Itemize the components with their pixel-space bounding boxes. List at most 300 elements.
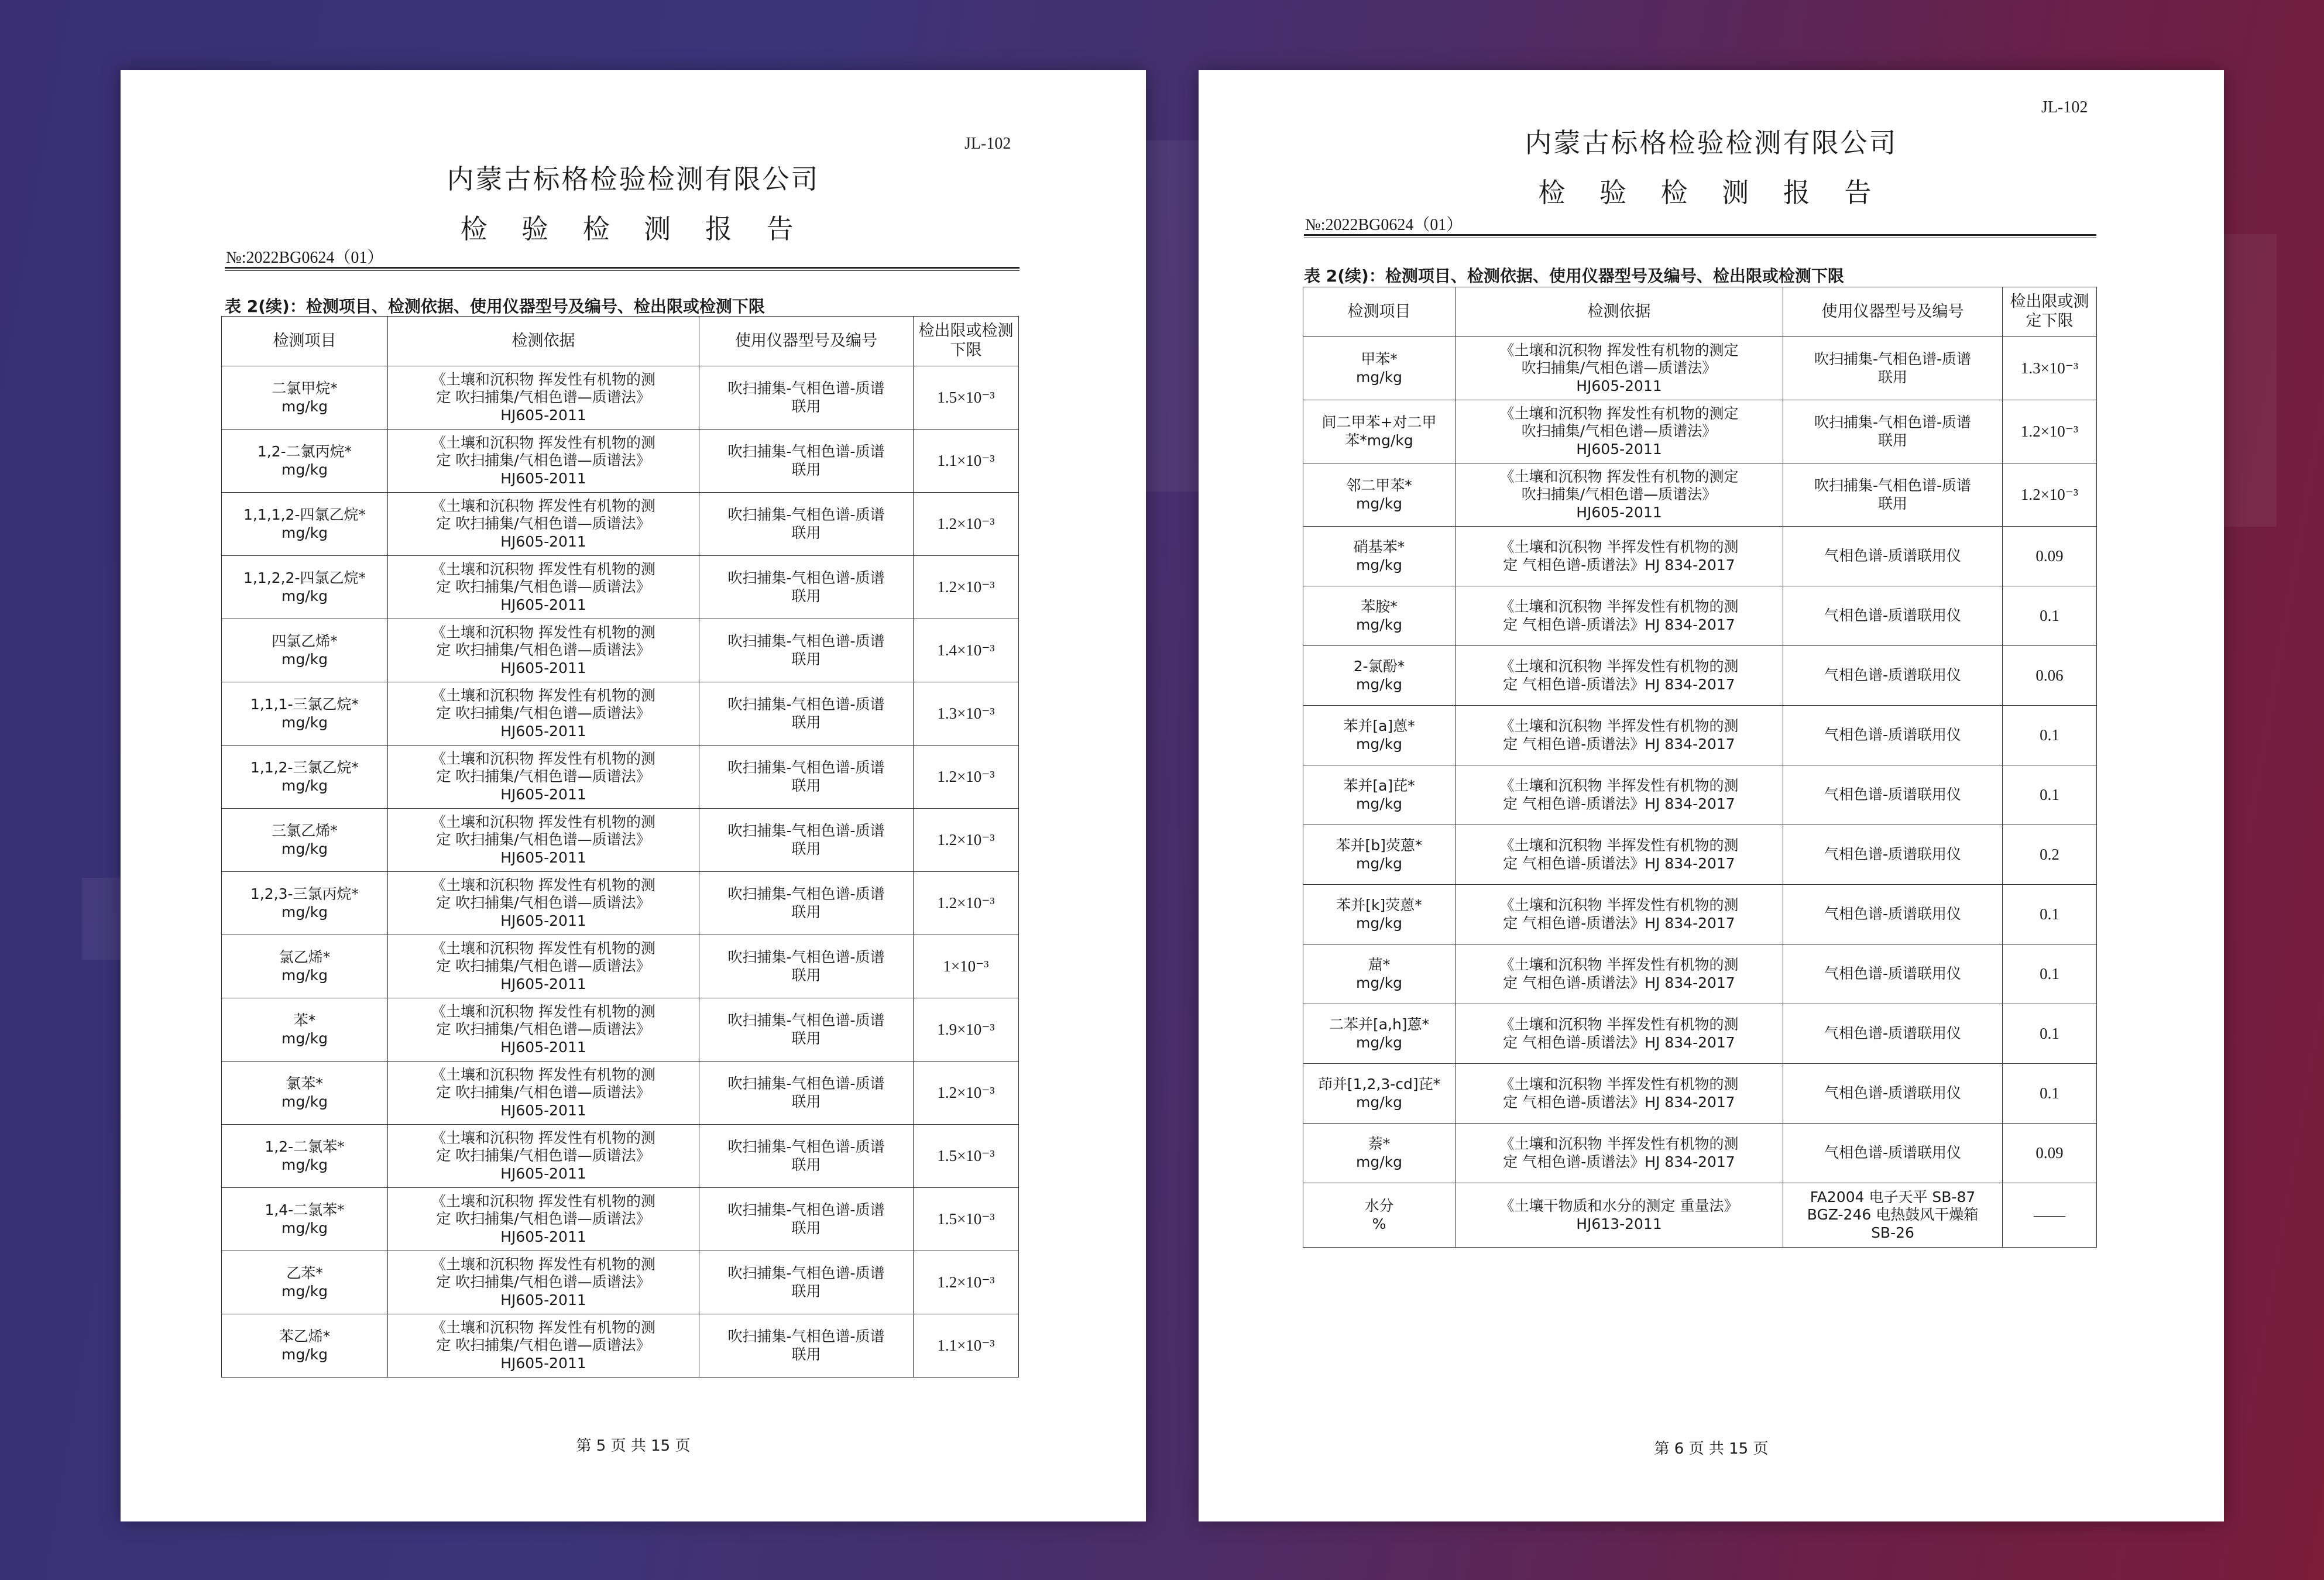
table-row [1303, 825, 2097, 885]
basis-line: 定 吹扫捕集/气相色谱—质谱法》 [436, 641, 651, 659]
cell-instrument [699, 619, 914, 682]
table-row [1303, 586, 2097, 646]
cell-instrument [1783, 1004, 2003, 1064]
instrument-line: 联用 [791, 1093, 821, 1110]
instrument-line: 联用 [791, 1156, 821, 1173]
basis-line: 定 气相色谱-质谱法》HJ 834-2017 [1503, 795, 1735, 812]
basis-line: 定 气相色谱-质谱法》HJ 834-2017 [1503, 556, 1735, 573]
basis-line: HJ613-2011 [1576, 1215, 1662, 1232]
cell-basis [388, 1125, 699, 1188]
basis-line: 《土壤和沉积物 挥发性有机物的测 [431, 876, 655, 894]
basis-line: 《土壤和沉积物 半挥发性有机物的测 [1499, 837, 1739, 854]
cell-limit: 0.1 [2003, 586, 2097, 646]
cell-limit: 0.1 [2003, 1064, 2097, 1124]
header-limit: 检出限或测定下限 [2003, 287, 2097, 337]
cell-instrument [1783, 400, 2003, 463]
cell-basis [1455, 944, 1783, 1004]
header-limit: 检出限或检测下限 [914, 317, 1019, 366]
cell-limit: —— [2003, 1183, 2097, 1248]
cell-item [222, 1062, 388, 1125]
cell-limit: 1.3×10⁻³ [2003, 337, 2097, 400]
page-footer: 第 6 页 共 15 页 [1654, 1440, 1769, 1458]
basis-line: HJ605-2011 [500, 659, 586, 676]
instrument-line: 联用 [791, 397, 821, 415]
cell-item [222, 1188, 388, 1251]
report-number: №:2022BG0624（01） [1305, 216, 1463, 234]
basis-line: 《土壤和沉积物 半挥发性有机物的测 [1499, 1076, 1739, 1093]
cell-limit: 0.1 [2003, 706, 2097, 765]
basis-line: 《土壤干物质和水分的测定 重量法》 [1499, 1197, 1739, 1214]
basis-line: 定 吹扫捕集/气相色谱—质谱法》 [436, 578, 651, 596]
cell-limit: 1.5×10⁻³ [914, 366, 1019, 430]
basis-line: HJ605-2011 [500, 1354, 586, 1372]
table-row [222, 493, 1019, 556]
table-row [1303, 646, 2097, 706]
cell-item [1303, 527, 1455, 586]
item-name: 1,2-二氯苯* [265, 1138, 345, 1155]
cell-basis [388, 746, 699, 809]
cell-limit: 1.5×10⁻³ [914, 1188, 1019, 1251]
item-name: 苯* [293, 1012, 316, 1029]
instrument-line: SB-26 [1871, 1224, 1914, 1241]
instrument-line: 吹扫捕集-气相色谱-质谱 [727, 1328, 885, 1345]
table-row [1303, 527, 2097, 586]
basis-line: 定 气相色谱-质谱法》HJ 834-2017 [1503, 914, 1735, 932]
instrument-line: 吹扫捕集-气相色谱-质谱 [727, 633, 885, 650]
table-row [222, 746, 1019, 809]
item-unit: mg/kg [282, 1156, 328, 1173]
cell-item [1303, 1183, 1455, 1248]
cell-limit: 0.2 [2003, 825, 2097, 885]
basis-line: 《土壤和沉积物 挥发性有机物的测 [431, 497, 655, 514]
table-row [222, 619, 1019, 682]
cell-instrument [699, 872, 914, 935]
instrument-line: 吹扫捕集-气相色谱-质谱 [727, 949, 885, 966]
instrument-line: 气相色谱-质谱联用仪 [1824, 1025, 1962, 1042]
item-unit: mg/kg [1356, 1153, 1402, 1170]
cell-basis [388, 556, 699, 619]
basis-line: 《土壤和沉积物 挥发性有机物的测 [431, 560, 655, 578]
instrument-line: FA2004 电子天平 SB-87 [1810, 1188, 1976, 1205]
cell-instrument [699, 809, 914, 872]
basis-line: HJ605-2011 [500, 469, 586, 487]
cell-basis [1455, 646, 1783, 706]
table-caption: 表 2(续)：检测项目、检测依据、使用仪器型号及编号、检出限或检测下限 [1304, 266, 1844, 286]
basis-line: 定 吹扫捕集/气相色谱—质谱法》 [436, 515, 651, 533]
basis-line: 《土壤和沉积物 挥发性有机物的测 [431, 1066, 655, 1083]
basis-line: 定 吹扫捕集/气相色谱—质谱法》 [436, 1210, 651, 1228]
cell-item [1303, 944, 1455, 1004]
cell-item [1303, 765, 1455, 825]
basis-line: HJ605-2011 [500, 406, 586, 424]
item-unit: mg/kg [1356, 675, 1402, 693]
item-name: 1,2,3-三氯丙烷* [250, 885, 359, 902]
item-unit: mg/kg [1356, 795, 1402, 812]
cell-basis [388, 998, 699, 1062]
table-row [222, 809, 1019, 872]
basis-line: 定 吹扫捕集/气相色谱—质谱法》 [436, 389, 651, 406]
cell-limit: 1.5×10⁻³ [914, 1125, 1019, 1188]
detection-table [1303, 287, 2097, 1248]
cell-basis [388, 619, 699, 682]
background-panel-mid [1146, 140, 1199, 492]
item-unit: mg/kg [1356, 914, 1402, 932]
cell-basis [388, 366, 699, 430]
cell-item [222, 746, 388, 809]
instrument-line: 联用 [791, 650, 821, 668]
instrument-line: 气相色谱-质谱联用仪 [1824, 1084, 1962, 1102]
table-row [222, 1188, 1019, 1251]
basis-line: 定 吹扫捕集/气相色谱—质谱法》 [436, 1147, 651, 1165]
table-row [222, 682, 1019, 746]
page-footer: 第 5 页 共 15 页 [576, 1437, 691, 1455]
cell-basis [1455, 885, 1783, 944]
item-name: 苯胺* [1361, 598, 1398, 615]
basis-line: HJ605-2011 [500, 596, 586, 613]
header-rule-thin [225, 270, 1019, 271]
item-name: 䓛* [1368, 956, 1391, 973]
item-unit: mg/kg [282, 524, 328, 541]
cell-instrument [1783, 825, 2003, 885]
item-name: 萘* [1368, 1135, 1391, 1152]
cell-basis [1455, 765, 1783, 825]
header-basis: 检测依据 [1455, 287, 1783, 337]
table-row [1303, 1004, 2097, 1064]
basis-line: 定 气相色谱-质谱法》HJ 834-2017 [1503, 735, 1735, 753]
cell-limit: 0.1 [2003, 1004, 2097, 1064]
cell-instrument [699, 366, 914, 430]
table-row [1303, 706, 2097, 765]
basis-line: HJ605-2011 [500, 1228, 586, 1245]
header-instrument: 使用仪器型号及编号 [699, 317, 914, 366]
basis-line: 吹扫捕集/气相色谱—质谱法》 [1521, 423, 1717, 440]
item-unit: mg/kg [282, 461, 328, 478]
item-unit: mg/kg [282, 587, 328, 604]
cell-item [222, 682, 388, 746]
basis-line: 《土壤和沉积物 挥发性有机物的测 [431, 813, 655, 830]
item-name: 1,1,1-三氯乙烷* [250, 696, 359, 713]
cell-item [222, 809, 388, 872]
table-caption: 表 2(续)：检测项目、检测依据、使用仪器型号及编号、检出限或检测下限 [225, 297, 765, 316]
item-name: 二氯甲烷* [272, 380, 338, 397]
instrument-line: 吹扫捕集-气相色谱-质谱 [727, 759, 885, 776]
instrument-line: 联用 [791, 840, 821, 857]
cell-basis [1455, 586, 1783, 646]
cell-instrument [699, 493, 914, 556]
instrument-line: 气相色谱-质谱联用仪 [1824, 786, 1962, 803]
basis-line: 定 吹扫捕集/气相色谱—质谱法》 [436, 894, 651, 912]
instrument-line: 吹扫捕集-气相色谱-质谱 [727, 380, 885, 397]
table-row [222, 1314, 1019, 1378]
basis-line: 《土壤和沉积物 挥发性有机物的测 [431, 1002, 655, 1020]
item-unit: mg/kg [282, 903, 328, 920]
table-row [222, 1062, 1019, 1125]
basis-line: 《土壤和沉积物 挥发性有机物的测 [431, 434, 655, 451]
cell-basis [388, 493, 699, 556]
basis-line: 定 吹扫捕集/气相色谱—质谱法》 [436, 957, 651, 975]
cell-limit: 1.2×10⁻³ [914, 1251, 1019, 1314]
item-name: 1,1,2-三氯乙烷* [250, 759, 359, 776]
basis-line: HJ605-2011 [500, 912, 586, 929]
doc-code: JL-102 [964, 135, 1011, 153]
cell-instrument [1783, 646, 2003, 706]
basis-line: HJ605-2011 [500, 1165, 586, 1182]
cell-item [222, 998, 388, 1062]
basis-line: 定 气相色谱-质谱法》HJ 834-2017 [1503, 616, 1735, 633]
table-row [222, 366, 1019, 430]
cell-limit: 1.2×10⁻³ [914, 493, 1019, 556]
item-name: 水分 [1364, 1197, 1394, 1214]
item-unit: mg/kg [1356, 494, 1402, 512]
item-name: 苯乙烯* [279, 1328, 331, 1345]
cell-basis [388, 872, 699, 935]
cell-basis [388, 935, 699, 998]
basis-line: HJ605-2011 [1576, 377, 1662, 394]
item-name: 1,1,1,2-四氯乙烷* [243, 506, 366, 523]
instrument-line: 气相色谱-质谱联用仪 [1824, 547, 1962, 565]
cell-basis [1455, 400, 1783, 463]
basis-line: HJ605-2011 [500, 785, 586, 803]
basis-line: 定 吹扫捕集/气相色谱—质谱法》 [436, 452, 651, 469]
header-rule [225, 267, 1019, 269]
item-unit: mg/kg [1356, 854, 1402, 872]
cell-limit: 1.9×10⁻³ [914, 998, 1019, 1062]
basis-line: HJ605-2011 [1576, 440, 1662, 458]
basis-line: 《土壤和沉积物 挥发性有机物的测 [431, 1255, 655, 1273]
instrument-line: 气相色谱-质谱联用仪 [1824, 726, 1962, 744]
cell-item [222, 556, 388, 619]
cell-instrument [1783, 706, 2003, 765]
basis-line: 定 吹扫捕集/气相色谱—质谱法》 [436, 705, 651, 722]
item-name: 茚并[1,2,3-cd]芘* [1317, 1076, 1441, 1093]
basis-line: HJ605-2011 [500, 1101, 586, 1119]
cell-item [222, 430, 388, 493]
instrument-line: 联用 [791, 713, 821, 731]
item-unit: mg/kg [1356, 556, 1402, 573]
cell-instrument [1783, 586, 2003, 646]
table-row [1303, 1183, 2097, 1248]
cell-instrument [1783, 527, 2003, 586]
item-unit: mg/kg [282, 1029, 328, 1047]
item-name: 三氯乙烯* [272, 822, 338, 839]
cell-limit: 1.1×10⁻³ [914, 430, 1019, 493]
item-name: 乙苯* [286, 1265, 323, 1282]
instrument-line: 联用 [1877, 368, 1907, 386]
basis-line: 《土壤和沉积物 挥发性有机物的测 [431, 1192, 655, 1210]
item-name: 四氯乙烯* [272, 633, 338, 650]
basis-line: HJ605-2011 [1576, 503, 1662, 521]
cell-instrument [699, 556, 914, 619]
doc-code: JL-102 [2041, 98, 2088, 116]
basis-line: 《土壤和沉积物 半挥发性有机物的测 [1499, 777, 1739, 794]
detection-table [221, 316, 1019, 1378]
basis-line: 《土壤和沉积物 挥发性有机物的测定 [1499, 468, 1739, 485]
report-number: №:2022BG0624（01） [226, 249, 384, 267]
basis-line: 《土壤和沉积物 半挥发性有机物的测 [1499, 717, 1739, 734]
cell-item [222, 619, 388, 682]
item-unit: mg/kg [282, 1345, 328, 1363]
cell-item [222, 493, 388, 556]
item-name: 苯并[b]荧蒽* [1336, 837, 1423, 854]
item-name: 苯并[k]荧蒽* [1336, 897, 1422, 913]
table-row [1303, 765, 2097, 825]
item-unit: mg/kg [1356, 974, 1402, 991]
item-unit: 苯*mg/kg [1345, 431, 1413, 449]
cell-item [1303, 706, 1455, 765]
item-name: 氯苯* [286, 1075, 323, 1092]
instrument-line: 吹扫捕集-气相色谱-质谱 [727, 1075, 885, 1092]
report-page-right [1199, 70, 2224, 1521]
basis-line: 《土壤和沉积物 半挥发性有机物的测 [1499, 658, 1739, 675]
basis-line: 《土壤和沉积物 半挥发性有机物的测 [1499, 598, 1739, 615]
cell-limit: 0.1 [2003, 885, 2097, 944]
header-basis: 检测依据 [388, 317, 699, 366]
instrument-line: 联用 [791, 1029, 821, 1047]
cell-limit: 1.2×10⁻³ [914, 872, 1019, 935]
basis-line: 《土壤和沉积物 挥发性有机物的测 [431, 750, 655, 767]
item-name: 苯并[a]蒽* [1343, 717, 1415, 734]
instrument-line: 吹扫捕集-气相色谱-质谱 [727, 696, 885, 713]
basis-line: 《土壤和沉积物 半挥发性有机物的测 [1499, 538, 1739, 555]
item-unit: % [1372, 1215, 1386, 1232]
cell-basis [1455, 337, 1783, 400]
item-unit: mg/kg [1356, 616, 1402, 633]
item-name: 硝基苯* [1353, 538, 1405, 555]
basis-line: 定 气相色谱-质谱法》HJ 834-2017 [1503, 1153, 1735, 1170]
instrument-line: BGZ-246 电热鼓风干燥箱 [1807, 1206, 1979, 1224]
basis-line: 《土壤和沉积物 挥发性有机物的测 [431, 623, 655, 641]
cell-item [222, 1314, 388, 1378]
report-title: 检 验 检 测 报 告 [460, 213, 806, 245]
instrument-line: 气相色谱-质谱联用仪 [1824, 965, 1962, 983]
item-unit: mg/kg [282, 713, 328, 731]
instrument-line: 气相色谱-质谱联用仪 [1824, 607, 1962, 624]
instrument-line: 吹扫捕集-气相色谱-质谱 [727, 885, 885, 902]
basis-line: 定 气相色谱-质谱法》HJ 834-2017 [1503, 854, 1735, 872]
cell-instrument [699, 1188, 914, 1251]
header-item: 检测项目 [1303, 287, 1455, 337]
basis-line: 《土壤和沉积物 挥发性有机物的测定 [1499, 341, 1739, 359]
instrument-line: 吹扫捕集-气相色谱-质谱 [727, 1265, 885, 1282]
cell-item [1303, 646, 1455, 706]
report-title: 检 验 检 测 报 告 [1538, 177, 1884, 208]
cell-item [1303, 1004, 1455, 1064]
cell-item [1303, 1124, 1455, 1183]
instrument-line: 吹扫捕集-气相色谱-质谱 [1814, 477, 1972, 494]
item-unit: mg/kg [282, 650, 328, 668]
cell-item [222, 366, 388, 430]
cell-item [1303, 1064, 1455, 1124]
item-name: 二苯并[a,h]蒽* [1329, 1016, 1430, 1033]
cell-limit: 0.06 [2003, 646, 2097, 706]
item-name: 2-氯酚* [1353, 658, 1405, 675]
cell-item [222, 935, 388, 998]
table-row [222, 430, 1019, 493]
instrument-line: 联用 [791, 587, 821, 604]
cell-basis [1455, 463, 1783, 527]
cell-instrument [699, 746, 914, 809]
instrument-line: 联用 [791, 966, 821, 984]
basis-line: HJ605-2011 [500, 722, 586, 740]
item-unit: mg/kg [282, 1282, 328, 1300]
basis-line: 定 吹扫捕集/气相色谱—质谱法》 [436, 768, 651, 785]
cell-basis [388, 1062, 699, 1125]
item-name: 1,4-二氯苯* [265, 1201, 345, 1218]
basis-line: HJ605-2011 [500, 1291, 586, 1308]
instrument-line: 吹扫捕集-气相色谱-质谱 [1814, 414, 1972, 431]
cell-instrument [1783, 1124, 2003, 1183]
basis-line: 《土壤和沉积物 半挥发性有机物的测 [1499, 897, 1739, 913]
table-row [222, 556, 1019, 619]
basis-line: HJ605-2011 [500, 975, 586, 992]
cell-limit: 1×10⁻³ [914, 935, 1019, 998]
item-unit: mg/kg [282, 966, 328, 984]
cell-basis [1455, 1183, 1783, 1248]
cell-item [1303, 586, 1455, 646]
cell-instrument [699, 1125, 914, 1188]
table-header-row [222, 317, 1019, 366]
basis-line: 定 吹扫捕集/气相色谱—质谱法》 [436, 1273, 651, 1291]
item-name: 苯并[a]芘* [1343, 777, 1415, 794]
basis-line: 《土壤和沉积物 挥发性有机物的测定 [1499, 404, 1739, 422]
instrument-line: 气相色谱-质谱联用仪 [1824, 905, 1962, 923]
cell-limit: 0.1 [2003, 765, 2097, 825]
table-row [1303, 944, 2097, 1004]
basis-line: HJ605-2011 [500, 533, 586, 550]
background-panel-right [2224, 234, 2277, 527]
instrument-line: 联用 [791, 461, 821, 478]
instrument-line: 气相色谱-质谱联用仪 [1824, 1144, 1962, 1162]
item-unit: mg/kg [282, 777, 328, 794]
cell-instrument [1783, 1064, 2003, 1124]
report-page-left [121, 70, 1146, 1521]
cell-basis [388, 1314, 699, 1378]
instrument-line: 联用 [791, 1219, 821, 1236]
cell-instrument [699, 1062, 914, 1125]
item-unit: mg/kg [1356, 368, 1402, 386]
item-unit: mg/kg [1356, 1033, 1402, 1051]
table-row [1303, 337, 2097, 400]
basis-line: 吹扫捕集/气相色谱—质谱法》 [1521, 359, 1717, 377]
instrument-line: 吹扫捕集-气相色谱-质谱 [727, 569, 885, 586]
item-name: 1,1,2,2-四氯乙烷* [243, 569, 366, 586]
cell-limit: 1.2×10⁻³ [914, 746, 1019, 809]
cell-item [222, 1251, 388, 1314]
basis-line: 《土壤和沉积物 挥发性有机物的测 [431, 1318, 655, 1336]
cell-item [1303, 825, 1455, 885]
cell-instrument [1783, 944, 2003, 1004]
instrument-line: 联用 [791, 524, 821, 541]
item-unit: mg/kg [1356, 735, 1402, 753]
table-header-row [1303, 287, 2097, 337]
basis-line: 《土壤和沉积物 半挥发性有机物的测 [1499, 1016, 1739, 1033]
cell-instrument [699, 1314, 914, 1378]
basis-line: 《土壤和沉积物 挥发性有机物的测 [431, 939, 655, 957]
basis-line: 定 气相色谱-质谱法》HJ 834-2017 [1503, 974, 1735, 991]
cell-instrument [699, 935, 914, 998]
company-name: 内蒙古标格检验检测有限公司 [447, 163, 820, 195]
item-name: 氯乙烯* [279, 949, 331, 966]
cell-instrument [699, 430, 914, 493]
item-name: 甲苯* [1361, 351, 1398, 367]
table-row [1303, 885, 2097, 944]
cell-instrument [1783, 337, 2003, 400]
cell-instrument [699, 682, 914, 746]
basis-line: 吹扫捕集/气相色谱—质谱法》 [1521, 486, 1717, 503]
cell-basis [388, 809, 699, 872]
cell-instrument [1783, 885, 2003, 944]
basis-line: HJ605-2011 [500, 849, 586, 866]
